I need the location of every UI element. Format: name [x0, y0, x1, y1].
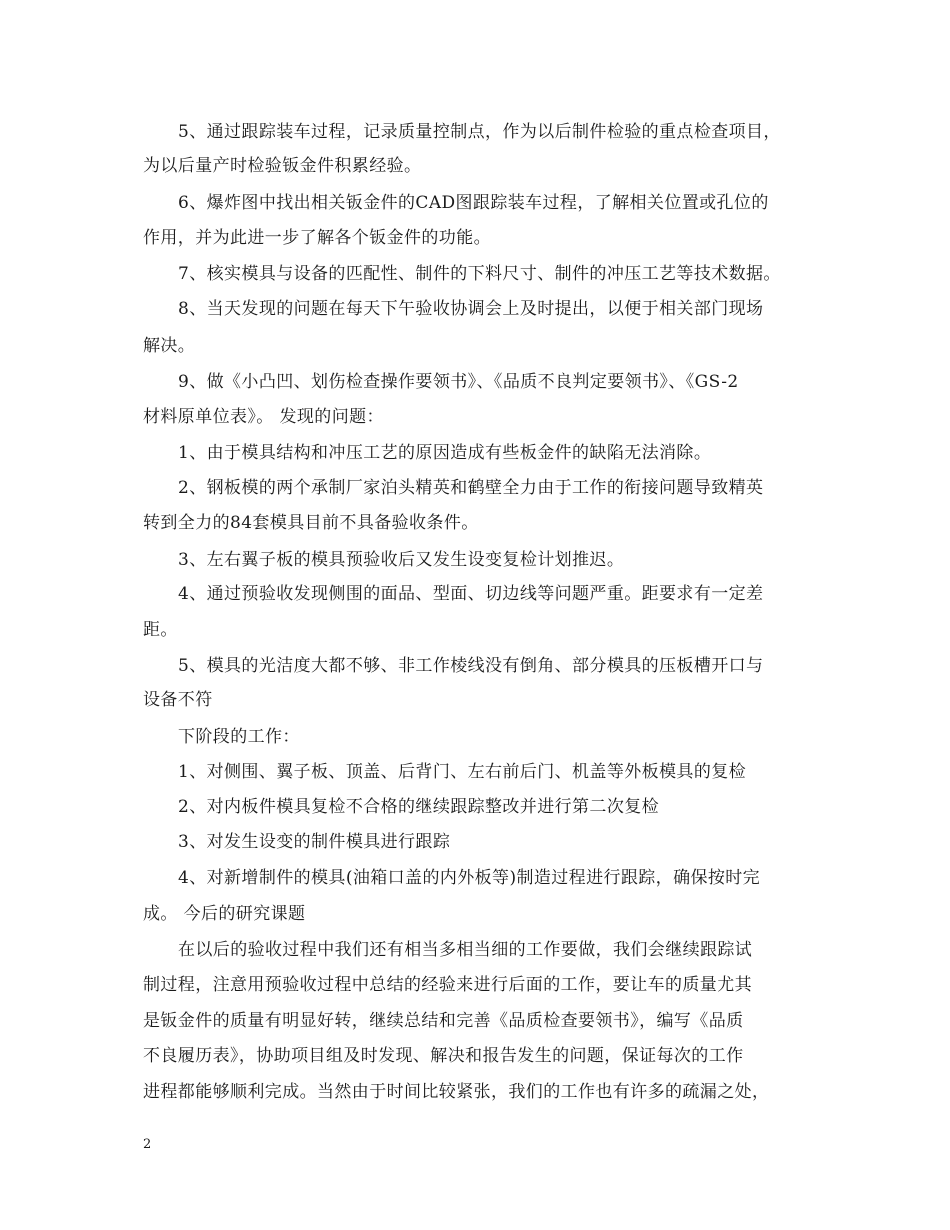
text-line: 4、通过预验收发现侧围的面品、型面、切边线等问题严重。距要求有一定差	[178, 584, 764, 604]
text-line: 2、对内板件模具复检不合格的继续跟踪整改并进行第二次复检	[178, 797, 660, 817]
text-line: 材料原单位表》。 发现的问题：	[143, 407, 384, 427]
text-line: 4、对新增制件的模具(油箱口盖的内外板等)制造过程进行跟踪，确保按时完	[178, 868, 761, 888]
text-line: 成。 今后的研究课题	[143, 904, 306, 924]
text-line: 2、钢板模的两个承制厂家泊头精英和鹤壁全力由于工作的衔接问题导致精英	[178, 478, 764, 498]
text-line: 3、左右翼子板的模具预验收后又发生设变复检计划推迟。	[178, 550, 625, 570]
text-line: 设备不符	[143, 690, 213, 710]
text-line: 进程都能够顺利完成。当然由于时间比较紧张，我们的工作也有许多的疏漏之处，	[143, 1082, 770, 1102]
text-line: 下阶段的工作：	[178, 727, 300, 747]
text-line: 8、当天发现的问题在每天下午验收协调会上及时提出，以便于相关部门现场	[178, 299, 764, 319]
text-line: 9、做《小凸凹、划伤检查操作要领书》、《品质不良判定要领书》、《GS-2	[178, 372, 739, 392]
text-line: 5、通过跟踪装车过程，记录质量控制点，作为以后制件检验的重点检查项目，	[178, 122, 781, 142]
text-line: 不良履历表》，协助项目组及时发现、解决和报告发生的问题，保证每次的工作	[143, 1046, 744, 1066]
text-line: 作用，并为此进一步了解各个钣金件的功能。	[143, 228, 491, 248]
text-line: 3、对发生设变的制件模具进行跟踪	[178, 832, 451, 852]
text-line: 制过程，注意用预验收过程中总结的经验来进行后面的工作，要让车的质量尤其	[143, 975, 752, 995]
text-line: 为以后量产时检验钣金件积累经验。	[143, 156, 422, 176]
text-line: 解决。	[143, 336, 196, 356]
page-number: 2	[143, 1137, 152, 1152]
text-line: 是钣金件的质量有明显好转，继续总结和完善《品质检查要领书》，编写《品质	[143, 1011, 744, 1031]
text-line: 6、爆炸图中找出相关钣金件的CAD图跟踪装车过程，了解相关位置或孔位的	[178, 193, 769, 213]
text-line: 距。	[143, 620, 178, 640]
text-line: 1、对侧围、翼子板、顶盖、后背门、左右前后门、机盖等外板模具的复检	[178, 762, 747, 782]
text-line: 5、模具的光洁度大都不够、非工作棱线没有倒角、部分模具的压板槽开口与	[178, 656, 764, 676]
text-line: 转到全力的84套模具目前不具备验收条件。	[143, 513, 479, 533]
text-line: 7、核实模具与设备的匹配性、制件的下料尺寸、制件的冲压工艺等技术数据。	[178, 264, 781, 284]
text-line: 1、由于模具结构和冲压工艺的原因造成有些板金件的缺陷无法消除。	[178, 443, 712, 463]
text-line: 在以后的验收过程中我们还有相当多相当细的工作要做，我们会继续跟踪试	[178, 940, 753, 960]
